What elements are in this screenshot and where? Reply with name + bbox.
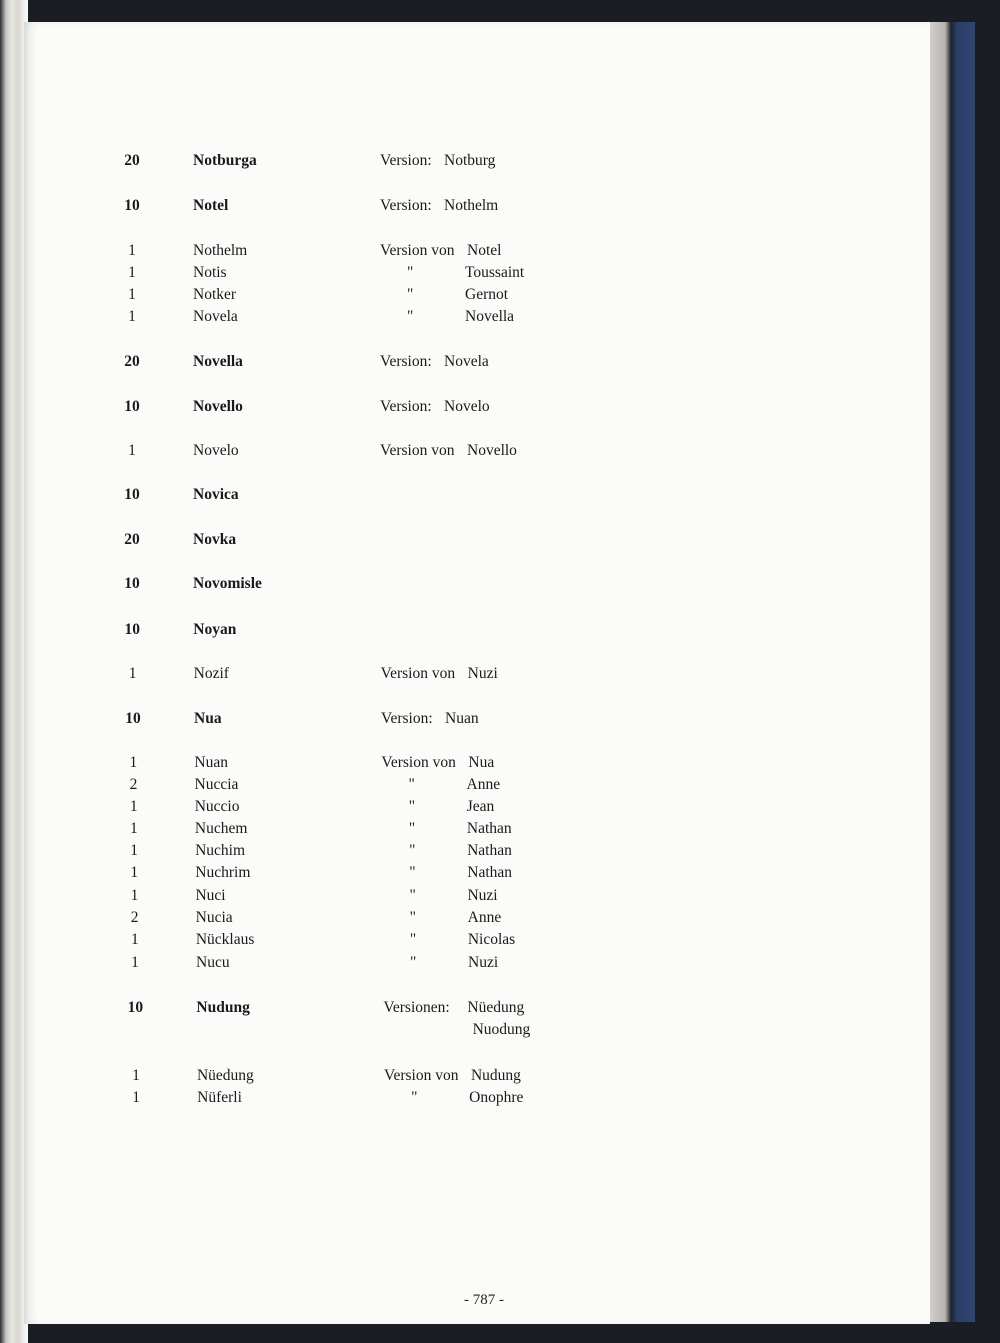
entry-count: 1 [132, 1089, 141, 1106]
entry-name: Notker [193, 286, 237, 303]
entry-count: 10 [124, 197, 140, 214]
entry-count: 10 [124, 575, 140, 592]
name-entry-row [24, 931, 930, 953]
entry-name: Nuchem [194, 820, 248, 837]
version-value: Onophre [469, 1089, 524, 1106]
entry-count: 1 [128, 665, 137, 682]
version-value: Jean [466, 798, 495, 815]
version-value: Nua [468, 754, 495, 771]
name-entry-row [24, 486, 930, 508]
version-label: Version: [381, 710, 433, 727]
version-label: Version von [381, 754, 456, 771]
name-entry-row [24, 710, 930, 732]
name-entry-row [24, 864, 930, 886]
entry-name: Nücklaus [195, 931, 255, 948]
entry-count: 20 [124, 531, 140, 548]
ditto-mark: " [409, 887, 416, 904]
version-label: Version von [380, 242, 455, 259]
entry-count: 1 [130, 820, 138, 837]
name-entry-row [24, 887, 930, 909]
name-entry-row [24, 909, 930, 931]
entry-count: 1 [130, 864, 139, 881]
entry-count: 20 [124, 152, 140, 169]
ditto-mark: " [408, 776, 415, 793]
ditto-mark: " [409, 931, 417, 948]
version-value: Nuzi [467, 665, 498, 682]
entry-name: Nuccio [194, 798, 240, 815]
entry-name: Nüedung [196, 1067, 254, 1084]
entry-count: 1 [131, 954, 139, 971]
version-value: Nathan [466, 820, 512, 837]
entry-name: Novello [193, 398, 243, 415]
entry-count: 1 [130, 931, 139, 948]
name-entry-row [24, 1021, 930, 1043]
entry-count: 10 [124, 398, 140, 415]
version-value: Nudung [470, 1067, 521, 1084]
entry-count: 2 [129, 776, 138, 793]
ditto-mark: " [408, 820, 416, 837]
ditto-mark: " [410, 954, 417, 971]
version-value: Anne [466, 776, 501, 793]
name-entry-row [24, 398, 930, 420]
version-value: Novela [444, 353, 489, 370]
version-label: Version: [380, 152, 432, 169]
entry-count: 20 [124, 353, 140, 370]
name-entry-row [24, 954, 930, 976]
version-value: Toussaint [465, 264, 525, 281]
entry-name: Novka [193, 531, 237, 548]
version-value: Nicolas [467, 931, 516, 948]
name-entry-row [24, 442, 930, 464]
entry-count: 1 [128, 286, 136, 303]
ditto-mark: " [411, 1089, 418, 1106]
entry-count: 10 [125, 710, 141, 727]
name-entry-row [24, 798, 930, 820]
entry-count: 2 [130, 909, 139, 926]
version-value: Nathan [467, 864, 513, 881]
ditto-mark: " [407, 286, 414, 303]
version-value: Gernot [465, 286, 509, 303]
entry-count: 1 [128, 242, 136, 259]
entry-name: Novica [193, 486, 239, 503]
entry-name: Nuan [194, 754, 228, 771]
version-value: Novella [465, 308, 515, 325]
entry-name: Nuci [195, 887, 226, 904]
entry-count: 1 [128, 442, 136, 459]
version-value: Novello [467, 442, 517, 459]
version-label: Version von [380, 442, 455, 459]
version-value: Nuzi [468, 954, 499, 971]
version-value: Notel [467, 242, 502, 259]
entry-name: Novomisle [193, 575, 262, 592]
entry-name: Nucu [196, 954, 230, 971]
version-value: Nathan [467, 842, 512, 859]
entry-name: Nozif [193, 665, 229, 682]
version-value: Nuodung [472, 1021, 531, 1038]
name-entry-row [24, 999, 930, 1021]
name-entry-row [24, 286, 930, 308]
name-entry-row [24, 353, 930, 375]
entry-count: 1 [128, 264, 136, 281]
ditto-mark: " [408, 798, 416, 815]
name-entry-row [24, 1089, 930, 1111]
version-value: Nothelm [444, 197, 499, 214]
name-entry-row [24, 152, 930, 174]
ditto-mark: " [409, 864, 416, 881]
version-value: Notburg [444, 152, 496, 169]
name-entry-row [24, 820, 930, 842]
name-entry-row [24, 308, 930, 330]
entry-count: 1 [129, 798, 138, 815]
version-label: Version: [380, 353, 432, 370]
entry-name: Novelo [193, 442, 239, 459]
name-entry-row [24, 776, 930, 798]
version-label: Versionen: [383, 999, 450, 1016]
entry-name: Nudung [196, 999, 250, 1016]
entry-count: 10 [124, 621, 141, 638]
entry-name: Notis [193, 264, 227, 281]
entry-count: 10 [124, 486, 140, 503]
name-entry-row [24, 575, 930, 597]
entry-count: 10 [127, 999, 144, 1016]
entry-name: Nucia [195, 909, 233, 926]
entry-name: Nüferli [197, 1089, 242, 1106]
name-entry-row [24, 242, 930, 264]
ditto-mark: " [407, 308, 414, 325]
entry-name: Nothelm [193, 242, 248, 259]
entry-count: 1 [130, 842, 138, 859]
name-entry-row [24, 1067, 930, 1089]
entry-name: Novela [193, 308, 238, 325]
entry-name: Nua [194, 710, 222, 727]
entry-count: 1 [129, 754, 138, 771]
name-entry-row [24, 197, 930, 219]
ditto-mark: " [409, 842, 416, 859]
name-entry-row [24, 842, 930, 864]
version-value: Nuan [445, 710, 479, 727]
ditto-mark: " [409, 909, 416, 926]
version-value: Nuzi [467, 887, 498, 904]
name-entry-row [24, 665, 930, 687]
entry-count: 1 [132, 1067, 140, 1084]
name-entry-row [24, 531, 930, 553]
page-number: - 787 - [464, 1292, 504, 1308]
name-entry-row [24, 754, 930, 776]
entry-name: Nuchim [195, 842, 246, 859]
entry-name: Novella [193, 353, 243, 370]
name-entry-row [24, 621, 930, 643]
entry-count: 1 [128, 308, 136, 325]
entry-name: Nuccia [194, 776, 239, 793]
version-value: Novelo [444, 398, 490, 415]
version-label: Version: [380, 197, 432, 214]
ditto-mark: " [407, 264, 414, 281]
entry-name: Notel [193, 197, 229, 214]
entry-name: Noyan [193, 621, 237, 638]
version-label: Version von [383, 1067, 459, 1084]
version-label: Version: [380, 398, 432, 415]
entry-name: Nuchrim [195, 864, 251, 881]
book-page [24, 22, 930, 1324]
version-label: Version von [380, 665, 456, 682]
version-value: Nüedung [467, 999, 525, 1016]
entry-count: 1 [130, 887, 139, 904]
name-entries-list [24, 22, 930, 1324]
entry-name: Notburga [193, 152, 257, 169]
name-entry-row [24, 264, 930, 286]
version-value: Anne [467, 909, 502, 926]
